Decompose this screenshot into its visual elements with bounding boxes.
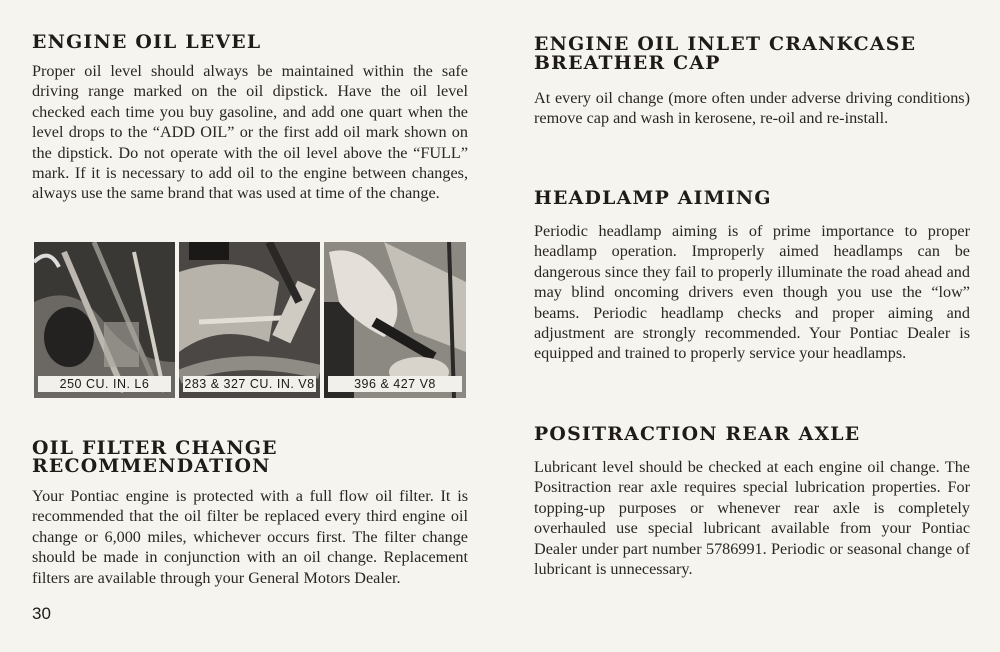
page-number: 30 <box>32 604 51 623</box>
body-headlamp-aiming: Periodic headlamp aiming is of prime importance to proper headlamp operation. Improperly aimed headlamps can be dangerous since they fail to properly illuminate the road ahead and may blind oncoming drivers even though you use the “low” beams. Periodic headlamp checks and proper aiming and adjustment are strongly recommended. Your Pontiac Dealer is equipped and trained to properly service your headlamps. <box>534 222 970 363</box>
engine-photo-icon <box>34 242 175 398</box>
heading-headlamp-aiming: HEADLAMP AIMING <box>534 188 772 209</box>
body-positraction: Lubricant level should be checked at each engine oil change. The Positraction rear axle requires special lubrication properties. For topping-up purposes or whenever rear axle is completely overhauled use special lubricant available from your Pontiac Dealer under part number 5786991. Periodic or seasonal change of lubricant is unnecessary. <box>534 458 970 579</box>
photo-caption: 283 & 327 CU. IN. V8 <box>184 377 315 391</box>
photo-283-327-v8 <box>179 242 320 398</box>
engine-photo-strip <box>34 242 466 398</box>
heading-positraction: POSITRACTION REAR AXLE <box>534 424 861 445</box>
body-breather-cap: At every oil change (more often under adverse driving conditions) remove cap and wash in kerosene, re-oil and re-install. <box>534 89 970 128</box>
heading-breather-cap-line1: ENGINE OIL INLET CRANKCASE <box>534 34 917 55</box>
heading-oil-filter-line2: RECOMMENDATION <box>32 456 271 477</box>
photo-250-l6 <box>34 242 175 398</box>
heading-breather-cap-line2: BREATHER CAP <box>534 53 721 74</box>
heading-oil-filter-line1: OIL FILTER CHANGE <box>32 438 278 459</box>
engine-photo-icon <box>324 242 466 398</box>
photo-396-427-v8 <box>324 242 466 398</box>
photo-caption: 250 CU. IN. L6 <box>38 376 171 392</box>
photo-caption: 396 & 427 V8 <box>328 376 462 392</box>
heading-engine-oil-level: ENGINE OIL LEVEL <box>32 32 262 53</box>
body-engine-oil-level: Proper oil level should always be maintained within the safe driving range marked on the oil dipstick. Have the oil level checked each time you buy gasoline, and add one quart when the level drops to the “ADD OIL” or the first add oil mark shown on the dipstick. Do not operate with the oil level above the “FULL” mark. If it is necessary to add oil to the engine between changes, always use the same brand that was used at time of the change. <box>32 62 468 203</box>
engine-photo-icon <box>179 242 320 398</box>
body-oil-filter: Your Pontiac engine is protected with a full flow oil filter. It is recommended that the oil filter be replaced every third engine oil change or 6,000 miles, whichever occurs first. The filter change should be made in conjunction with an oil change. Replacement filters are available through your General Motors Dealer. <box>32 487 468 587</box>
